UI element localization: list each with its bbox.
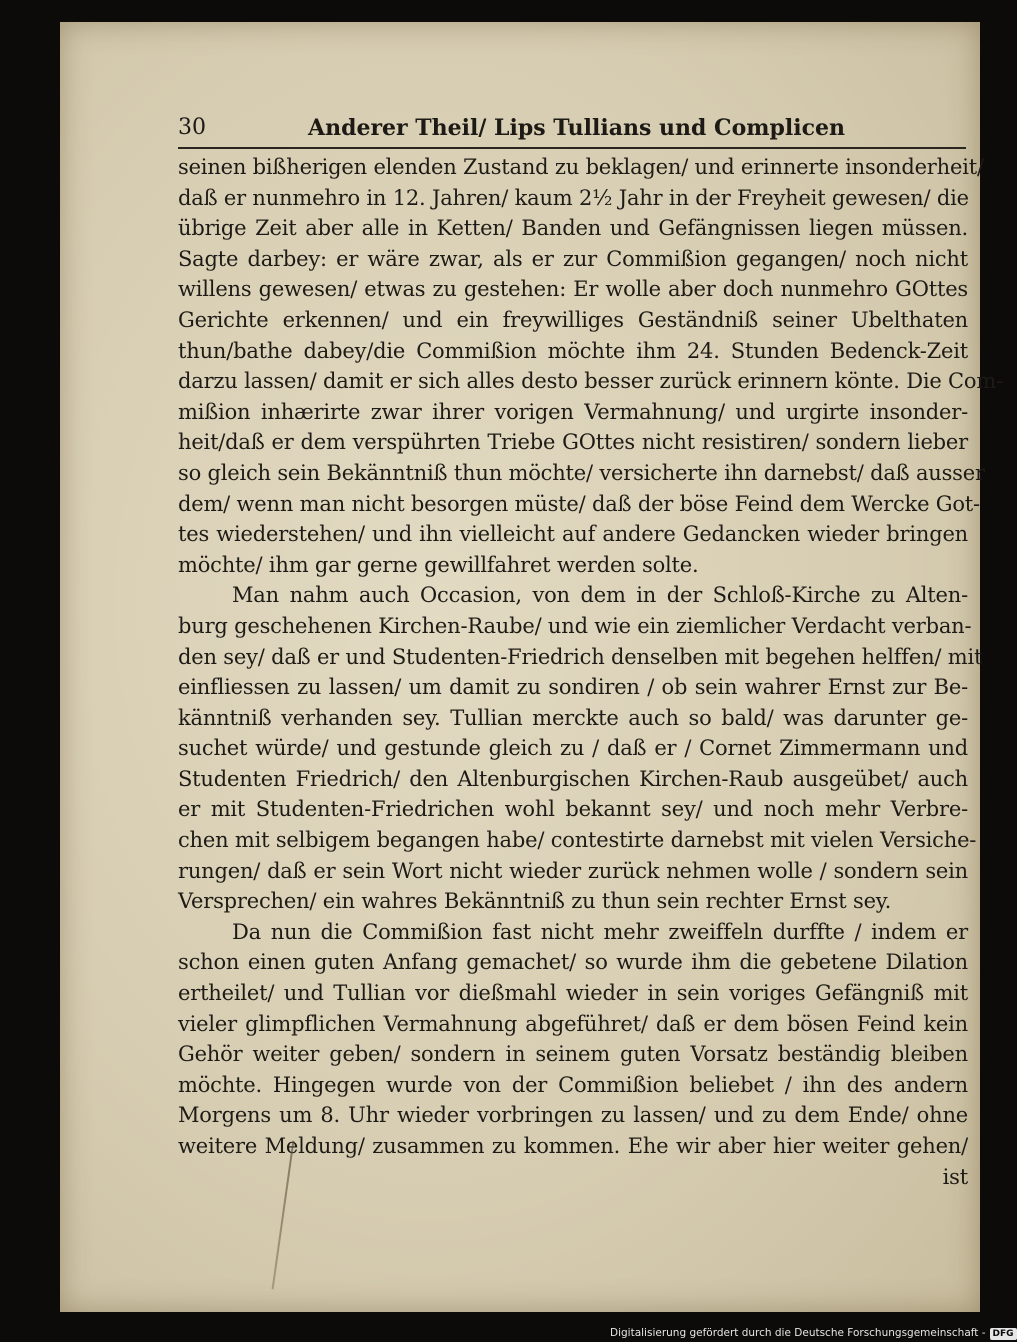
text-line: Gehör weiter geben/ sondern in seinem guten Vorsatz beständig bleiben [178,1042,968,1067]
footer-text: Digitalisierung gefördert durch die Deutsche Forschungsgemeinschaft - [610,1327,986,1339]
footer-credit [610,1325,1014,1342]
text-line: ertheilet/ und Tullian vor dießmahl wieder in sein voriges Gefängniß mit [178,981,968,1006]
text-line: willens gewesen/ etwas zu gestehen: Er wolle aber doch nunmehro GOttes [178,277,968,302]
text-line: Man nahm auch Occasion, von dem in der Schloß-Kirche zu Alten- [232,583,968,608]
text-line: Morgens um 8. Uhr wieder vorbringen zu lassen/ und zu dem Ende/ ohne [178,1103,968,1128]
text-line: weitere Meldung/ zusammen zu kommen. Ehe wir aber hier weiter gehen/ [178,1134,968,1158]
text-line: suchet würde/ und gestunde gleich zu / daß er / Cornet Zimmermann und [178,736,968,761]
text-line: möchte. Hingegen wurde von der Commißion beliebet / ihn des andern [178,1072,968,1097]
text-line: Versprechen/ ein wahres Bekänntniß zu thun sein rechter Ernst sey. [178,889,892,914]
body-text [178,152,1003,1192]
dfg-logo: DFG [990,1328,1017,1340]
page-header [178,113,846,145]
text-line: mißion inhærirte zwar ihrer vorigen Vermahnung/ und urgirte insonder- [178,399,968,424]
text-line: chen mit selbigem begangen habe/ contestirte darnebst mit vielen Versiche- [178,828,977,853]
text-line: Sagte darbey: er wäre zwar, als er zur Commißion gegangen/ noch nicht [178,246,968,271]
text-line: dem/ wenn man nicht besorgen müste/ daß der böse Feind dem Wercke Got- [178,491,980,516]
page-number: 30 [178,115,206,140]
text-line: känntniß verhanden sey. Tullian merckte auch so bald/ was darunter ge- [178,705,968,730]
running-title: Anderer Theil/ Lips Tullians und Complicen [308,115,846,141]
text-line: Gerichte erkennen/ und ein freywilliges Geständniß seiner Ubelthaten [178,307,968,332]
text-line: rungen/ daß er sein Wort nicht wieder zurück nehmen wolle / sondern sein [178,858,968,883]
catchword: ist [942,1164,968,1189]
text-line: darzu lassen/ damit er sich alles desto besser zurück erinnern könte. Die Com- [178,369,1003,394]
text-line: thun/bathe dabey/die Commißion möchte ihm 24. Stunden Bedenck-Zeit [178,338,968,363]
text-line: tes wiederstehen/ und ihn vielleicht auf andere Gedancken wieder bringen [178,522,968,547]
text-line: vieler glimpflichen Vermahnung abgeführet/ daß er dem bösen Feind kein [178,1011,968,1036]
text-line: daß er nunmehro in 12. Jahren/ kaum 2½ Jahr in der Freyheit gewesen/ die [178,185,969,210]
header-rule [178,147,966,149]
text-line: er mit Studenten-Friedrichen wohl bekannt sey/ und noch mehr Verbre- [178,797,968,822]
text-line: Studenten Friedrich/ den Altenburgischen Kirchen-Raub ausgeübet/ auch [178,766,968,791]
text-line: möchte/ ihm gar gerne gewillfahret werden solte. [178,552,699,577]
text-line: burg geschehenen Kirchen-Raube/ und wie ein ziemlicher Verdacht verban- [178,613,972,638]
text-line: seinen bißherigen elenden Zustand zu beklagen/ und erinnerte insonderheit/ [178,155,984,179]
text-line: schon einen guten Anfang gemachet/ so wurde ihm die gebetene Dilation [178,950,968,975]
text-line: den sey/ daß er und Studenten-Friedrich denselben mit begehen helffen/ mit [178,644,983,669]
text-line: Da nun die Commißion fast nicht mehr zweiffeln durffte / indem er [232,919,968,944]
text-line: übrige Zeit aber alle in Ketten/ Banden und Gefängnissen liegen müssen. [178,216,968,241]
text-line: einfliessen zu lassen/ um damit zu sondiren / ob sein wahrer Ernst zur Be- [178,675,968,700]
text-line: heit/daß er dem verspührten Triebe GOttes nicht resistiren/ sondern lieber [178,430,968,455]
text-line: so gleich sein Bekänntniß thun möchte/ versicherte ihn darnebst/ daß ausser [178,460,985,485]
